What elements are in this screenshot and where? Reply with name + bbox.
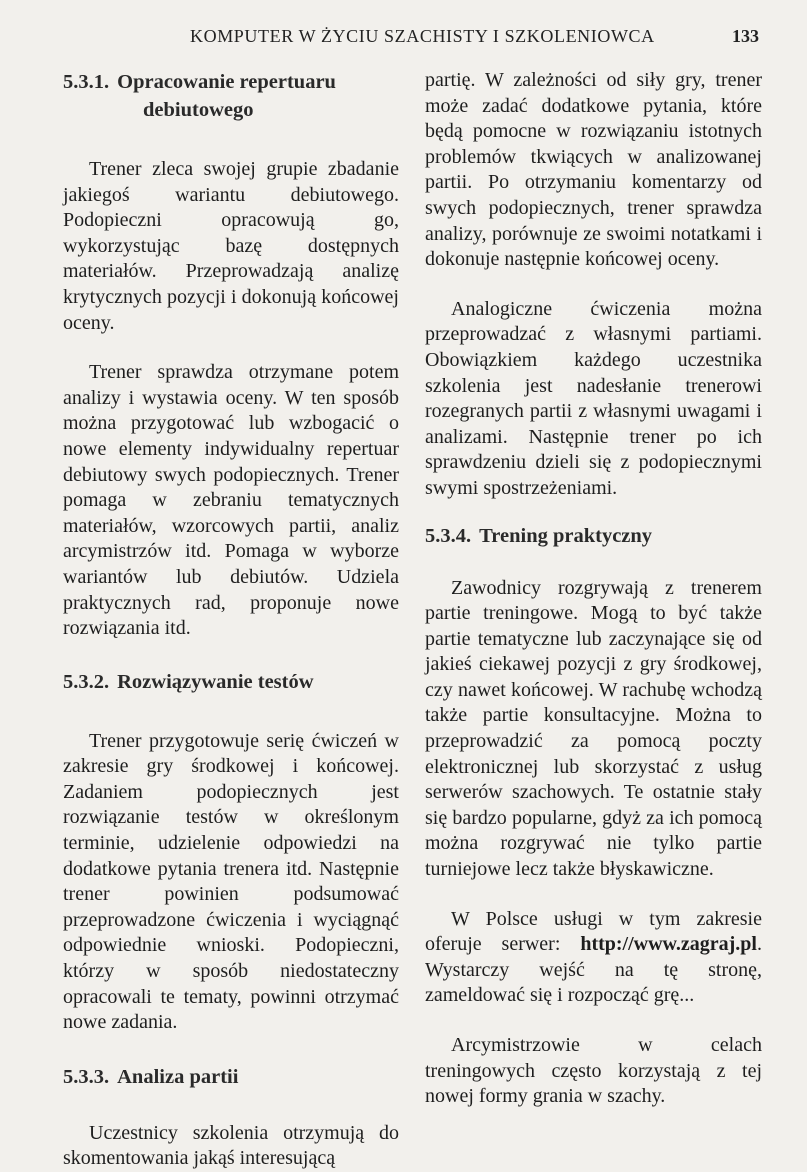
left-column xyxy=(63,68,399,1172)
section-title: Trening praktyczny xyxy=(479,524,653,547)
section-heading-531 xyxy=(63,68,399,124)
paragraph: Trener przygotowuje serię ćwiczeń w zakresie gry środkowej i końcowej. Zadaniem podopiecznych jest rozwiązanie testów w określonym terminie, udzielenie odpowiedzi na dodatkowe pytania trenera itd. Następnie trener powinien podsumować przeprowadzone ćwiczenia i wyciągnąć odpowiednie wnioski. Podopieczni, którzy w sposób niedostateczny opracowali te tematy, powinni otrzymać nowe zadania. xyxy=(63,729,399,1034)
section-number: 5.3.3. xyxy=(63,1065,110,1088)
section-title-continued: debiutowego xyxy=(143,99,254,121)
paragraph: Zawodnicy rozgrywają z trenerem partie treningowe. Mogą to być także partie tematyczne lub zaczynające się od jakieś ciekawej pozycji z gry środkowej, czy nawet końcowej. W rachubę wchodzą także partie konsultacyjne. Można to przeprowadzić za pomocą poczty elektronicznej lub skorzystać z usług serwerów szachowych. Te ostatnie stały się bardzo popularne, gdyż za ich pomocą można rozgrywać nie tylko partie turniejowe lecz także błyskawiczne. xyxy=(425,576,762,881)
running-header xyxy=(0,18,807,52)
paragraph-continued: partię. W zależności od siły gry, trener może zadać dodatkowe pytania, które będą pomocne w rozwiązaniu istotnych problemów tkwiących w analizowanej partii. Po otrzymaniu komentarzy od swych podopiecznych, trener sprawdza analizy, porównuje ze swoimi notatkami i dokonuje następnie końcowej oceny. xyxy=(425,69,762,271)
section-number: 5.3.2. xyxy=(63,670,110,693)
page-number: 133 xyxy=(732,26,759,46)
right-column xyxy=(425,68,762,1110)
paragraph: Uczestnicy szkolenia otrzymują do skomentowania jakąś interesującą xyxy=(63,1121,399,1170)
section-title: Rozwiązywanie testów xyxy=(117,670,314,693)
text: . Wystarczy wejść na tę stronę, zameldować się i rozpocząć grę... xyxy=(425,933,762,1007)
section-heading-533 xyxy=(63,1063,399,1091)
server-url: http://www.zagraj.pl xyxy=(580,933,757,956)
section-number: 5.3.1. xyxy=(63,71,110,93)
text: W Polsce usługi w tym zakresie oferuje serwer: xyxy=(425,907,762,956)
section-heading-534 xyxy=(425,522,762,550)
paragraph xyxy=(425,907,762,1009)
paragraph: Trener zleca swojej grupie zbadanie jakiegoś wariantu debiutowego. Podopieczni opracowują go, wykorzystując bazę dostępnych materiałów. Przeprowadzają analizę krytycznych pozycji i dokonują końcowej oceny. xyxy=(63,158,399,334)
paragraph: Trener sprawdza otrzymane potem analizy i wystawia oceny. W ten sposób można przygotować lub wzbogacić o nowe elementy indywidualny repertuar debiutowy swych podopiecznych. Trener pomaga w zebraniu tematycznych materiałów, wzorcowych partii, analiz arcymistrzów itd. Pomaga w wyborze wariantów lub debiutów. Udziela praktycznych rad, proponuje nowe rozwiązania itd. xyxy=(63,361,399,640)
section-heading-532 xyxy=(63,668,399,696)
section-title: Analiza partii xyxy=(117,1065,239,1088)
section-title: Opracowanie repertuaru xyxy=(117,71,336,93)
paragraph: Analogiczne ćwiczenia można przeprowadzać z własnymi partiami. Obowiązkiem każdego uczestnika szkolenia jest nadesłanie trenerowi rozegranych partii z własnymi uwagami i analizami. Następnie trener po ich sprawdzeniu dzieli się z podopiecznymi swymi spostrzeżeniami. xyxy=(425,297,762,499)
paragraph: Arcymistrzowie w celach treningowych często korzystają z tej nowej formy grania w szachy. xyxy=(425,1034,762,1108)
section-number: 5.3.4. xyxy=(425,524,472,547)
running-title: KOMPUTER W ŻYCIU SZACHISTY I SZKOLENIOWCA xyxy=(190,26,655,46)
